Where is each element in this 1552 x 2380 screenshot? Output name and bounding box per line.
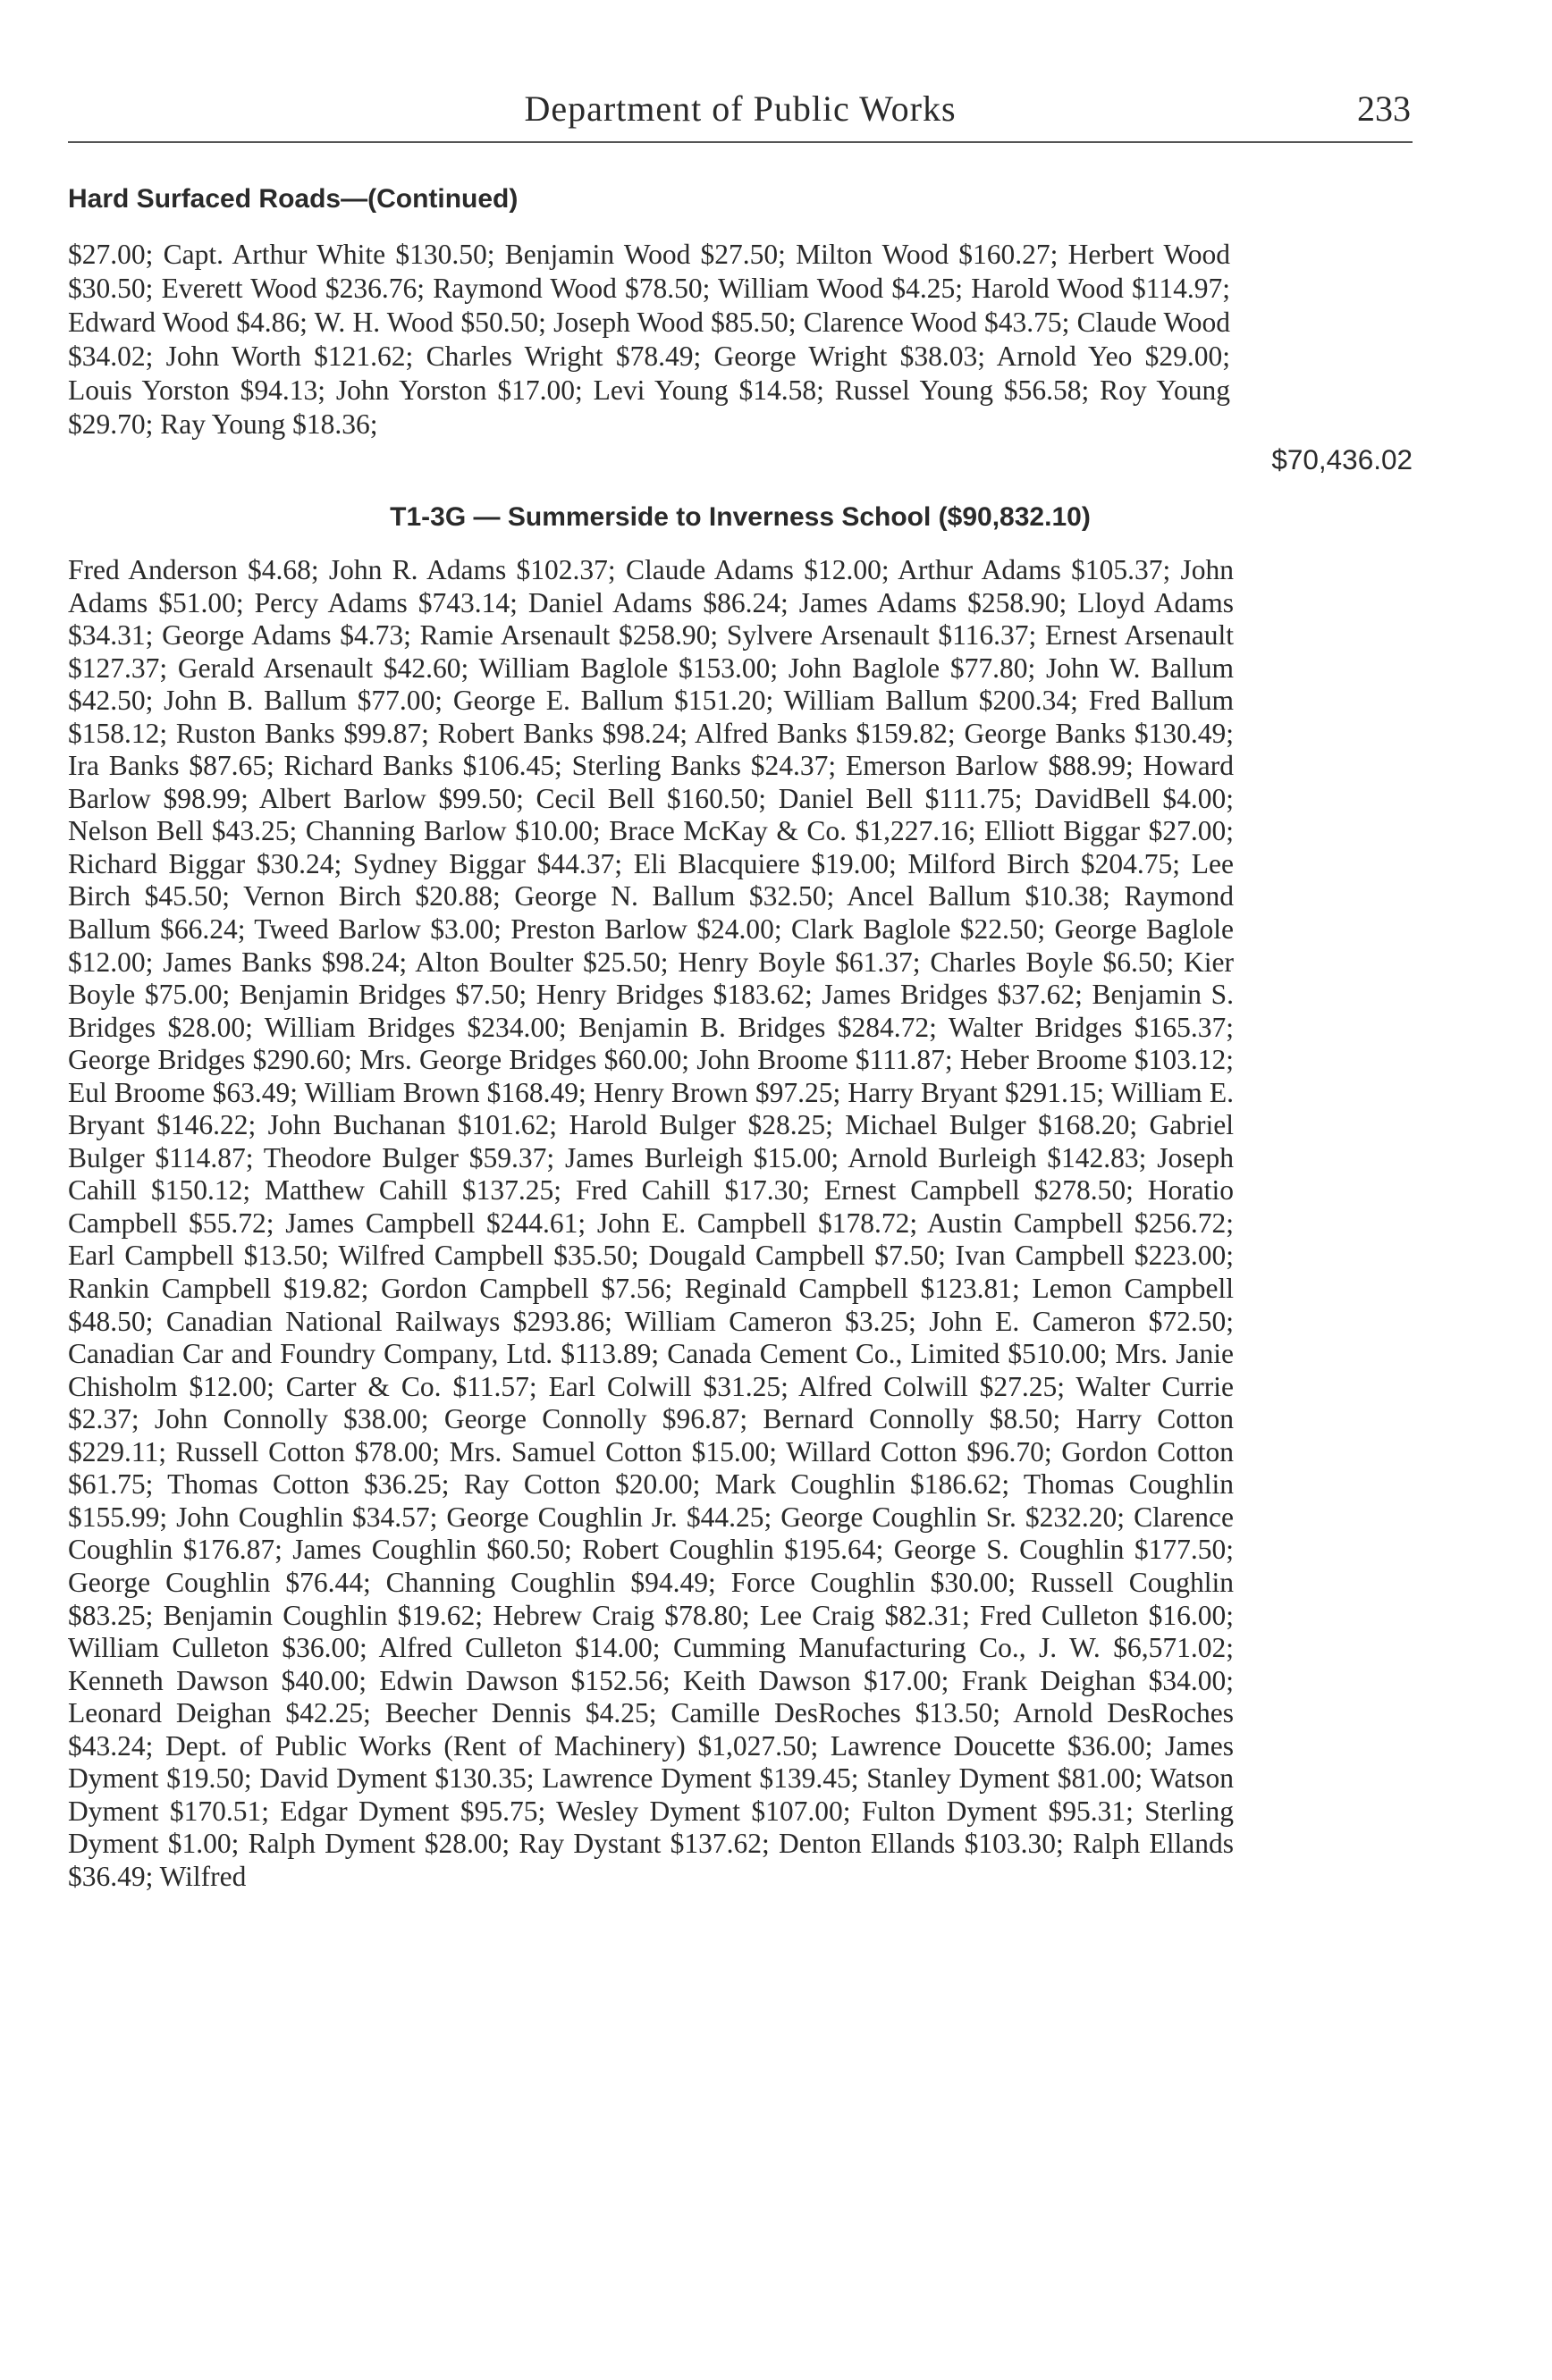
running-head: Department of Public Works — [524, 88, 957, 129]
page-number: 233 — [1357, 88, 1411, 129]
header-rule — [68, 141, 1413, 143]
subsection-paragraph: Fred Anderson $4.68; John R. Adams $102.37; Claude Adams $12.00; Arthur Adams $105.37; John Adams $51.00; Percy Adams $743.14; Daniel Adams $86.24; James Adams $258.90; Lloyd Adams $34.31; George Adams $4.73; Ramie Arsenault $258.90; Sylvere Arsenault $116.37; Ernest Arsenault $127.37; Gerald Arsenault $42.60; William Baglole $153.00; John Baglole $77.80; John W. Ballum $42.50; John B. Ballum $77.00; George E. Ballum $151.20; William Ballum $200.34; Fred Ballum $158.12; Ruston Banks $99.87; Robert Banks $98.24; Alfred Banks $159.82; George Banks $130.49; Ira Banks $87.65; Richard Banks $106.45; Sterling Banks $24.37; Emerson Barlow $88.99; Howard Barlow $98.99; Albert Barlow $99.50; Cecil Bell $160.50; Daniel Bell $111.75; DavidBell $4.00; Nelson Bell $43.25; Channing Barlow $10.00; Brace McKay & Co. $1,227.16; Elliott Biggar $27.00; Richard Biggar $30.24; Sydney Biggar $44.37; Eli Blacquiere $19.00; Milford Birch $204.75; Lee Birch $45.50; Vernon Birch $20.88; George N. Ballum $32.50; Ancel Ballum $10.38; Raymond Ballum $66.24; Tweed Barlow $3.00; Preston Barlow $24.00; Clark Baglole $22.50; George Baglole $12.00; James Banks $98.24; Alton Boulter $25.50; Henry Boyle $61.37; Charles Boyle $6.50; Kier Boyle $75.00; Benjamin Bridges $7.50; Henry Bridges $183.62; James Bridges $37.62; Benjamin S. Bridges $28.00; William Bridges $234.00; Benjamin B. Bridges $284.72; Walter Bridges $165.37; George Bridges $290.60; Mrs. George Bridges $60.00; John Broome $111.87; Heber Broome $103.12; Eul Broome $63.49; William Brown $168.49; Henry Brown $97.25; Harry Bryant $291.15; William E. Bryant $146.22; John Buchanan $101.62; Harold Bulger $28.25; Michael Bulger $168.20; Gabriel Bulger $114.87; Theodore Bulger $59.37; James Burleigh $15.00; Arnold Burleigh $142.83; Joseph Cahill $150.12; Matthew Cahill $137.25; Fred Cahill $17.30; Ernest Campbell $278.50; Horatio Campbell $55.72; James Campbell $244.61; John E. Campbell $178.72; Austin Campbell $256.72; Earl Campbell $13.50; Wilfred Campbell $35.50; Dougald Campbell $7.50; Ivan Campbell $223.00; Rankin Campbell $19.82; Gordon Campbell $7.56; Reginald Campbell $123.81; Lemon Campbell $48.50; Canadian National Railways $293.86; William Cameron $3.25; John E. Cameron $72.50; Canadian Car and Foundry Company, Ltd. $113.89; Canada Cement Co., Limited $510.00; Mrs. Janie Chisholm $12.00; Carter & Co. $11.57; Earl Colwill $31.25; Alfred Colwill $27.25; Walter Currie $2.37; John Connolly $38.00; George Connolly $96.87; Bernard Connolly $8.50; Harry Cotton $229.11; Russell Cotton $78.00; Mrs. Samuel Cotton $15.00; Willard Cotton $96.70; Gordon Cotton $61.75; Thomas Cotton $36.25; Ray Cotton $20.00; Mark Coughlin $186.62; Thomas Coughlin $155.99; John Coughlin $34.57; George Coughlin Jr. $44.25; George Coughlin Sr. $232.20; Clarence Coughlin $176.87; James Coughlin $60.50; Robert Coughlin $195.64; George S. Coughlin $177.50; George Coughlin $76.44; Channing Coughlin $94.49; Force Coughlin $30.00; Russell Coughlin $83.25; Benjamin Coughlin $19.62; Hebrew Craig $78.80; Lee Craig $82.31; Fred Culleton $16.00; William Culleton $36.00; Alfred Culleton $14.00; Cumming Manufacturing Co., J. W. $6,571.02; Kenneth Dawson $40.00; Edwin Dawson $152.56; Keith Dawson $17.00; Frank Deighan $34.00; Leonard Deighan $42.25; Beecher Dennis $4.25; Camille DesRoches $13.50; Arnold DesRoches $43.24; Dept. of Public Works (Rent of Machinery) $1,027.50; Lawrence Doucette $36.00; James Dyment $19.50; David Dyment $130.35; Lawrence Dyment $139.45; Stanley Dyment $81.00; Watson Dyment $170.51; Edgar Dyment $95.75; Wesley Dyment $107.00; Fulton Dyment $95.31; Sterling Dyment $1.00; Ralph Dyment $28.00; Ray Dystant $137.62; Denton Ellands $103.30; Ralph Ellands $36.49; Wilfred — [68, 554, 1234, 1892]
subsection-heading: T1-3G — Summerside to Inverness School ($90,832.10) — [390, 502, 1091, 532]
section-paragraph: $27.00; Capt. Arthur White $130.50; Benjamin Wood $27.50; Milton Wood $160.27; Herbert Wood $30.50; Everett Wood $236.76; Raymond Wood $78.50; William Wood $4.25; Harold Wood $114.97; Edward Wood $4.86; W. H. Wood $50.50; Joseph Wood $85.50; Clarence Wood $43.75; Claude Wood $34.02; John Worth $121.62; Charles Wright $78.49; George Wright $38.03; Arnold Yeo $29.00; Louis Yorston $94.13; John Yorston $17.00; Levi Young $14.58; Russel Young $56.58; Roy Young $29.70; Ray Young $18.36; — [68, 239, 1230, 440]
page-header — [68, 86, 1413, 136]
section-total: $70,436.02 — [1271, 443, 1413, 475]
section-heading: Hard Surfaced Roads—(Continued) — [68, 184, 519, 214]
